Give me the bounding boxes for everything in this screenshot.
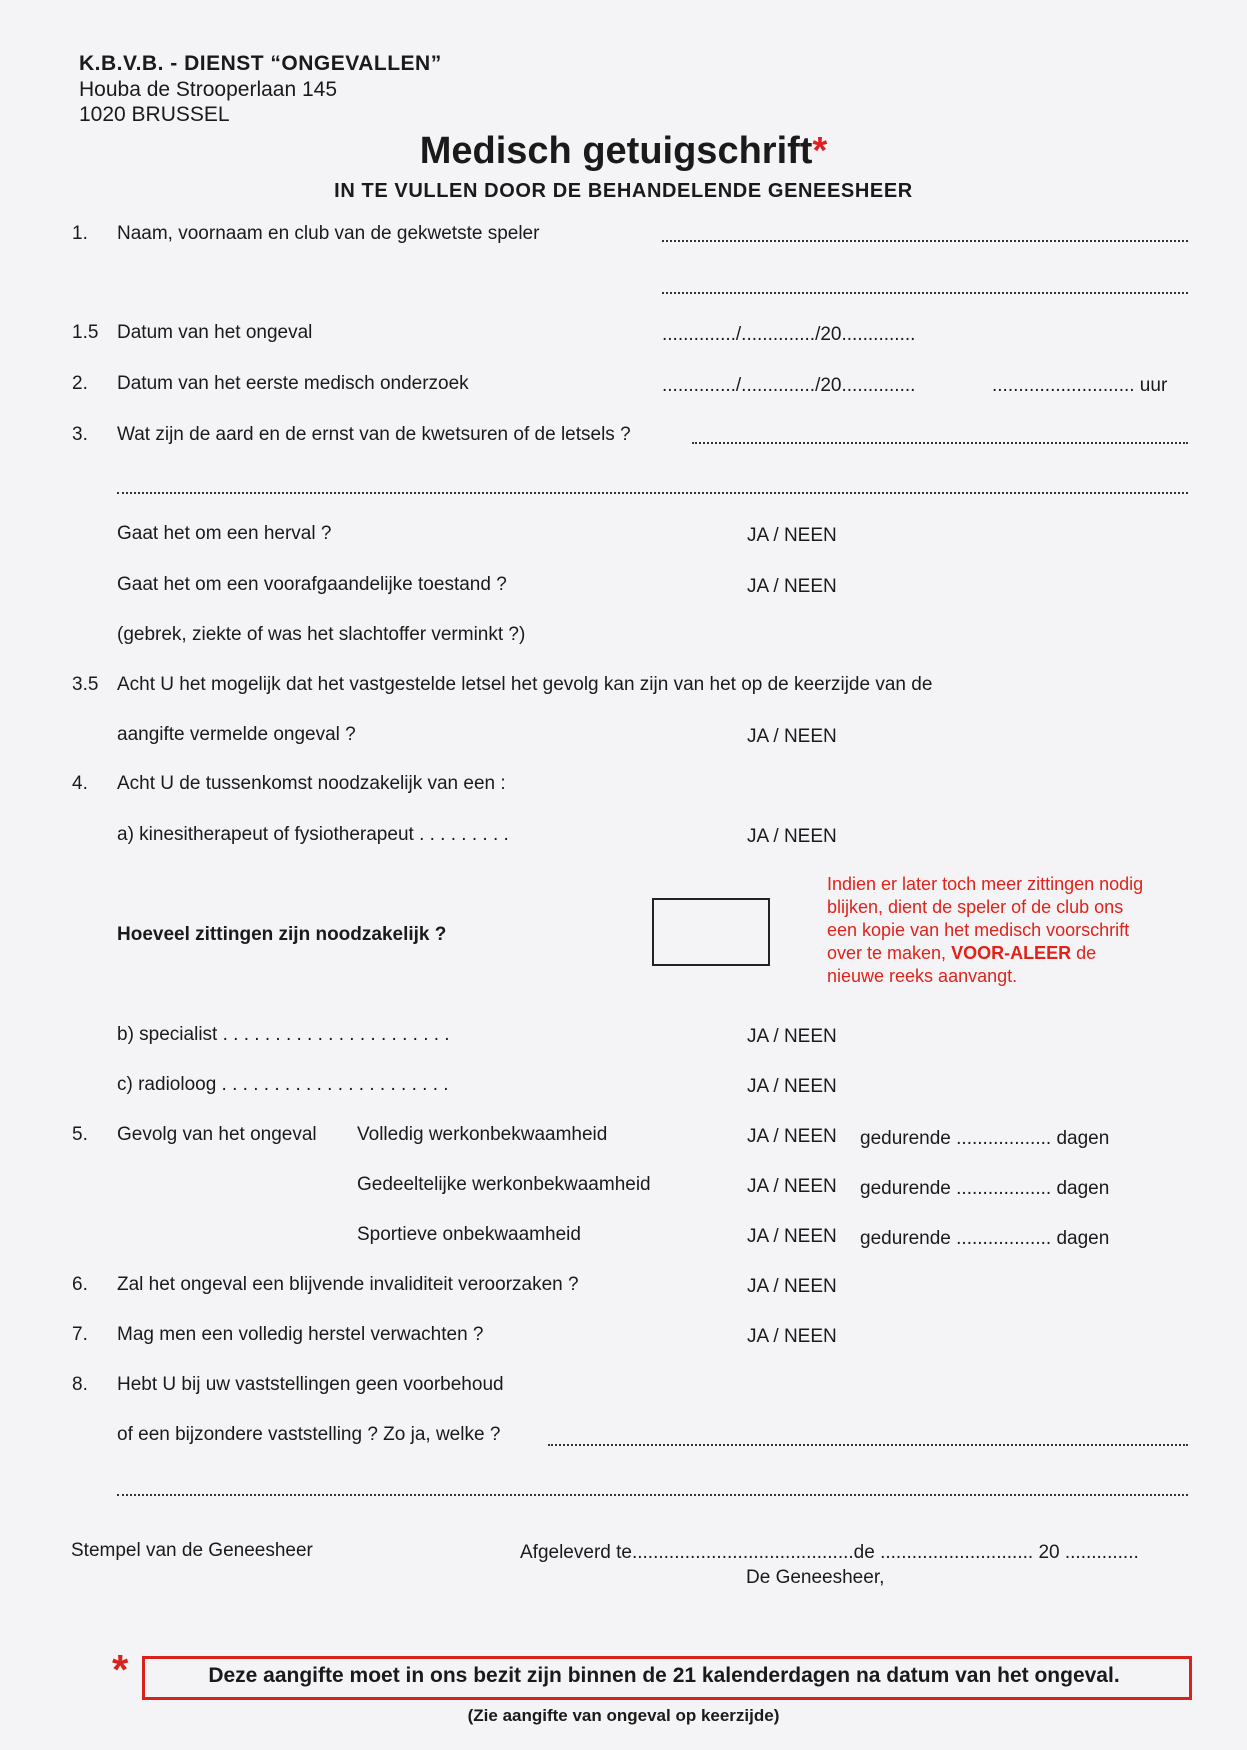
- q1-number: 1.: [72, 223, 88, 244]
- voorafgaand-label: Gaat het om een voorafgaandelijke toestand ?: [117, 574, 507, 595]
- q2-number: 2.: [72, 373, 88, 394]
- q35-number: 3.5: [72, 674, 99, 695]
- q5-label: Gevolg van het ongeval: [117, 1124, 317, 1145]
- q5a-duration-field[interactable]: gedurende .................. dagen: [860, 1128, 1110, 1149]
- q5b-duration-field[interactable]: gedurende .................. dagen: [860, 1178, 1110, 1199]
- geneesheer-label: De Geneesheer,: [746, 1567, 885, 1588]
- q8-field-line1[interactable]: [548, 1444, 1188, 1446]
- title-asterisk: *: [812, 130, 828, 172]
- q4a-label: a) kinesitherapeut of fysiotherapeut . . . . . . . . .: [117, 824, 509, 845]
- q1-field-line1[interactable]: [662, 240, 1188, 242]
- herval-ja-neen[interactable]: JA / NEEN: [747, 525, 837, 546]
- q8-number: 8.: [72, 1374, 88, 1395]
- q5a-label: Volledig werkonbekwaamheid: [357, 1124, 608, 1145]
- voorafgaand-ja-neen[interactable]: JA / NEEN: [747, 576, 837, 597]
- deadline-notice: Deze aangifte moet in ons bezit zijn binnen de 21 kalenderdagen na datum van het ongeval.: [208, 1664, 1120, 1687]
- q3-field-line2[interactable]: [117, 492, 1188, 494]
- q7-label: Mag men een volledig herstel verwachten ?: [117, 1324, 484, 1345]
- org-name: K.B.V.B. - DIENST “ONGEVALLEN”: [79, 52, 442, 75]
- page-subtitle: IN TE VULLEN DOOR DE BEHANDELENDE GENEESHEER: [334, 180, 913, 202]
- q2-date-field[interactable]: ............../............../20..............: [662, 375, 916, 396]
- q35-label-line1: Acht U het mogelijk dat het vastgestelde letsel het gevolg kan zijn van het op de keerzijde van de: [117, 674, 933, 695]
- q15-date-field[interactable]: ............../............../20..............: [662, 324, 916, 345]
- q8-label-line2: of een bijzondere vaststelling ? Zo ja, welke ?: [117, 1424, 501, 1445]
- q6-ja-neen[interactable]: JA / NEEN: [747, 1276, 837, 1297]
- reverse-side-note: (Zie aangifte van ongeval op keerzijde): [467, 1706, 780, 1725]
- gebrek-label: (gebrek, ziekte of was het slachtoffer verminkt ?): [117, 624, 526, 645]
- q3-number: 3.: [72, 424, 88, 445]
- q5c-ja-neen[interactable]: JA / NEEN: [747, 1226, 837, 1247]
- q2-label: Datum van het eerste medisch onderzoek: [117, 373, 469, 394]
- zittingen-label: Hoeveel zittingen zijn noodzakelijk ?: [117, 924, 447, 945]
- q7-number: 7.: [72, 1324, 88, 1345]
- page-title: Medisch getuigschrift*: [419, 130, 828, 172]
- q5b-label: Gedeeltelijke werkonbekwaamheid: [357, 1174, 651, 1195]
- q8-label-line1: Hebt U bij uw vaststellingen geen voorbehoud: [117, 1374, 504, 1395]
- q2-time-field[interactable]: ........................... uur: [992, 375, 1168, 396]
- q35-label-line2: aangifte vermelde ongeval ?: [117, 724, 356, 745]
- q4b-ja-neen[interactable]: JA / NEEN: [747, 1026, 837, 1047]
- org-street: Houba de Strooperlaan 145: [79, 78, 338, 101]
- q4-number: 4.: [72, 773, 88, 794]
- q6-label: Zal het ongeval een blijvende invaliditeit veroorzaken ?: [117, 1274, 579, 1295]
- q4b-label: b) specialist . . . . . . . . . . . . . . . . . . . . . .: [117, 1024, 450, 1045]
- q1-label: Naam, voornaam en club van de gekwetste speler: [117, 223, 540, 244]
- stempel-label: Stempel van de Geneesheer: [71, 1540, 313, 1561]
- q15-label: Datum van het ongeval: [117, 322, 313, 343]
- afgeleverd-field[interactable]: Afgeleverd te..........................................de ............................. 20 ..............: [520, 1542, 1139, 1563]
- red-note: Indien er later toch meer zittingen nodig blijken, dient de speler of de club ons een kopie van het medisch voorschrift over te maken, VOOR-ALEER de nieuwe reeks aanvangt.: [827, 874, 1144, 986]
- herval-label: Gaat het om een herval ?: [117, 523, 332, 544]
- q15-number: 1.5: [72, 322, 99, 343]
- org-city: 1020 BRUSSEL: [79, 103, 230, 126]
- q3-label: Wat zijn de aard en de ernst van de kwetsuren of de letsels ?: [117, 424, 631, 445]
- q5c-duration-field[interactable]: gedurende .................. dagen: [860, 1228, 1110, 1249]
- q3-field-line1[interactable]: [692, 442, 1188, 444]
- q35-ja-neen[interactable]: JA / NEEN: [747, 726, 837, 747]
- q5b-ja-neen[interactable]: JA / NEEN: [747, 1176, 837, 1197]
- q4a-ja-neen[interactable]: JA / NEEN: [747, 826, 837, 847]
- q7-ja-neen[interactable]: JA / NEEN: [747, 1326, 837, 1347]
- q8-field-line2[interactable]: [117, 1494, 1188, 1496]
- q4c-ja-neen[interactable]: JA / NEEN: [747, 1076, 837, 1097]
- q5-number: 5.: [72, 1124, 88, 1145]
- notice-asterisk: *: [112, 1646, 129, 1693]
- q5a-ja-neen[interactable]: JA / NEEN: [747, 1126, 837, 1147]
- q5c-label: Sportieve onbekwaamheid: [357, 1224, 581, 1245]
- q6-number: 6.: [72, 1274, 88, 1295]
- q1-field-line2[interactable]: [662, 292, 1188, 294]
- q4-label: Acht U de tussenkomst noodzakelijk van een :: [117, 773, 506, 794]
- zittingen-input-box[interactable]: [652, 898, 770, 966]
- q4c-label: c) radioloog . . . . . . . . . . . . . . . . . . . . . .: [117, 1074, 449, 1095]
